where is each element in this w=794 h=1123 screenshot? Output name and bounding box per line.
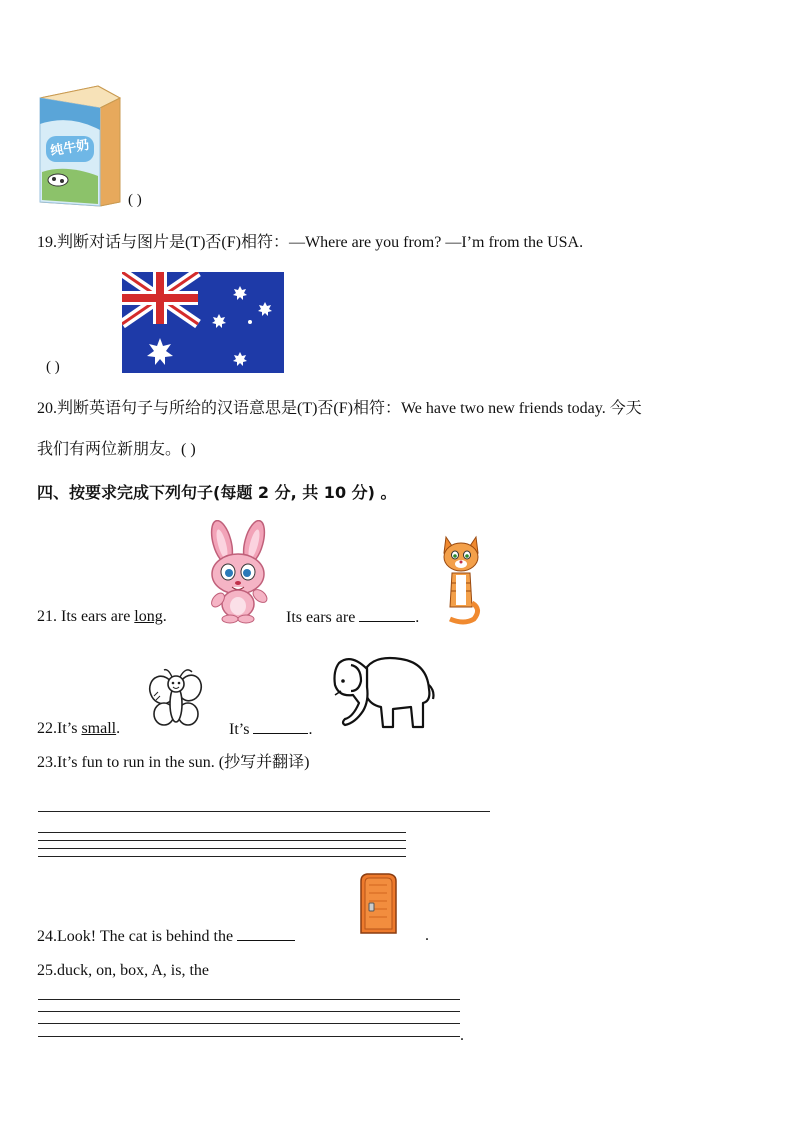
q23-copy-line[interactable] (38, 811, 490, 812)
q25-question: 25.duck, on, box, A, is, the (37, 962, 209, 979)
q22-suffix: . (116, 720, 121, 737)
q22-answer (229, 719, 312, 740)
q21-end: . (415, 609, 420, 626)
elephant-image (331, 645, 435, 733)
q23-writing-line-4[interactable] (38, 856, 406, 857)
q21-sentence (37, 607, 167, 627)
q22-sentence (37, 719, 120, 739)
q25-writing-line-4[interactable] (38, 1036, 460, 1037)
q21-keyword: long (134, 608, 163, 625)
q21-second-prefix: Its ears are (286, 609, 360, 626)
q23-question: 23.It’s fun to run in the sun. (抄写并翻译) (37, 754, 310, 771)
q24-question (37, 926, 295, 947)
milk-carton-image (36, 84, 122, 208)
q20-question-line2: 我们有两位新朋友。( ) (37, 441, 196, 458)
rabbit-image (196, 520, 280, 624)
q25-end: . (460, 1027, 464, 1044)
q21-suffix: . (162, 608, 167, 625)
q23-writing-line-1[interactable] (38, 832, 406, 833)
australia-flag-image (122, 272, 284, 373)
q23-writing-line-2[interactable] (38, 840, 406, 841)
q22-keyword: small (81, 720, 117, 737)
q20-question-line1: 20.判断英语句子与所给的汉语意思是(T)否(F)相符：We have two new friends today. 今天 (37, 400, 642, 417)
q22-prefix: 22.It’s (37, 720, 82, 737)
q24-end: . (425, 927, 429, 944)
q21-answer-blank[interactable] (359, 607, 415, 622)
q21-answer (286, 607, 419, 628)
cat-image (438, 535, 484, 625)
q22-end: . (308, 721, 313, 738)
section-4-heading: 四、按要求完成下列句子(每题 2 分, 共 10 分) 。 (37, 483, 397, 502)
q22-answer-blank[interactable] (253, 719, 308, 734)
butterfly-image (146, 664, 208, 734)
q22-second-prefix: It’s (229, 721, 254, 738)
q25-writing-line-3[interactable] (38, 1023, 460, 1024)
q23-writing-line-3[interactable] (38, 848, 406, 849)
q24-text: 24.Look! The cat is behind the (37, 928, 238, 945)
q19-answer-paren[interactable]: ( ) (46, 359, 60, 375)
q21-prefix: 21. Its ears are (37, 608, 135, 625)
q24-answer-blank[interactable] (237, 926, 295, 941)
q19-question: 19.判断对话与图片是(T)否(F)相符：—Where are you from? —I’m from the USA. (37, 234, 584, 251)
q25-writing-line-1[interactable] (38, 999, 460, 1000)
milk-carton-label: 纯牛奶 (49, 137, 91, 160)
q25-writing-line-2[interactable] (38, 1011, 460, 1012)
door-image (357, 873, 399, 935)
q18-answer-paren[interactable]: ( ) (128, 192, 142, 208)
